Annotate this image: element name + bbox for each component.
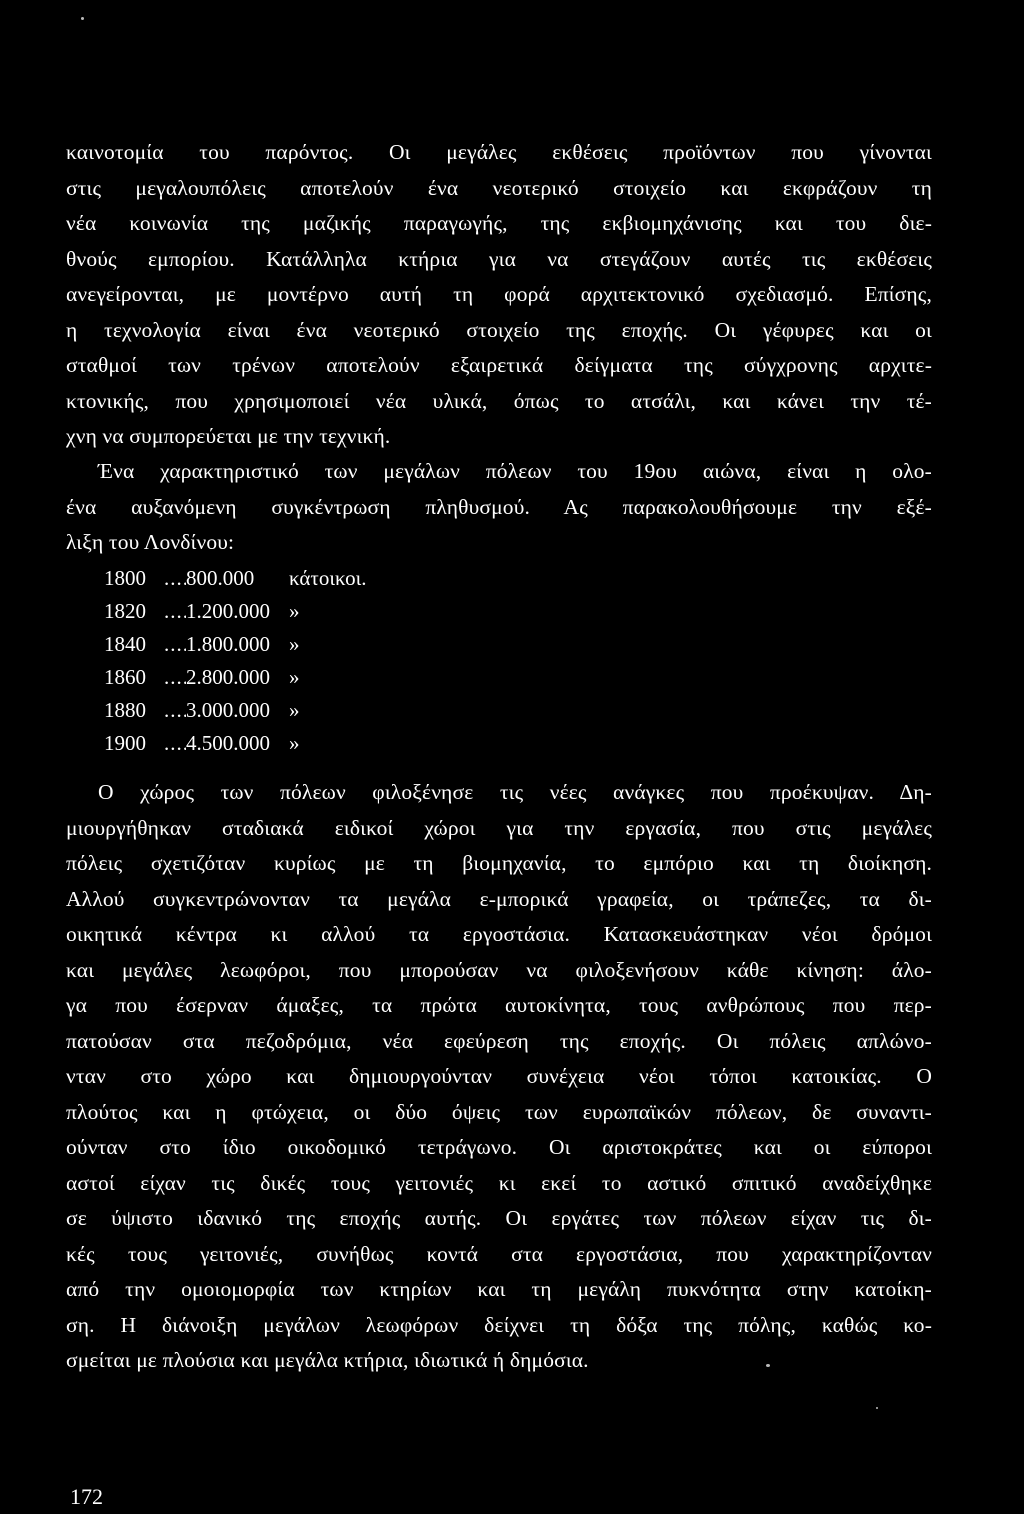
- population-row: [104, 562, 367, 595]
- text-line: θνούς εμπορίου. Κατάλληλα κτήρια για να στεγάζουν αυτές τις εκθέσεις: [66, 246, 932, 271]
- population-count: 2.800.000: [186, 665, 270, 689]
- text-line: νέα κοινωνία της μαζικής παραγωγής, της εκβιομηχάνισης και του διε-: [66, 211, 932, 235]
- scan-speck: [81, 17, 84, 20]
- population-row: [104, 727, 367, 760]
- text-line: σμείται με πλούσια και μεγάλα κτήρια, ιδιωτικά ή δημόσια.: [66, 1348, 589, 1372]
- dot-leader: [164, 595, 186, 628]
- text-line: από την ομοιομορφία των κτηρίων και τη μεγάλη πυκνότητα στην κατοίκη-: [66, 1277, 932, 1301]
- text-line: Ο χώρος των πόλεων φιλοξένησε τις νέες ανάγκες που προέκυψαν. Δη-: [98, 780, 932, 804]
- population-row: [104, 694, 367, 727]
- text-line: γα που έσερναν άμαξες, τα πρώτα αυτοκίνητα, τους ανθρώπους που περ-: [66, 993, 932, 1017]
- text-line: λιξη του Λονδίνου:: [66, 530, 235, 554]
- text-line: κτονικής, που χρησιμοποιεί νέα υλικά, όπως το ατσάλι, και κάνει την τέ-: [66, 388, 932, 413]
- london-population-table: [104, 562, 367, 760]
- page-number: 172: [70, 1484, 103, 1509]
- text-line: πλούτος και η φτώχεια, οι δύο όψεις των ευρωπαϊκών πόλεων, δε συναντι-: [66, 1099, 932, 1124]
- population-unit: κάτοικοι.: [289, 566, 367, 590]
- dot-leader: [164, 661, 186, 694]
- text-line: στις μεγαλουπόλεις αποτελούν ένα νεοτερικό στοιχείο και εκφράζουν τη: [66, 175, 932, 200]
- text-line: Ένα χαρακτηριστικό των μεγάλων πόλεων του 19ου αιώνα, είναι η ολο-: [98, 459, 932, 483]
- text-line: μιουργήθηκαν σταδιακά ειδικοί χώροι για την εργασία, που στις μεγάλες: [66, 815, 932, 840]
- population-count: 1.200.000: [186, 599, 270, 623]
- population-year: 1800: [104, 566, 146, 590]
- text-line: σταθμοί των τρένων αποτελούν εξαιρετικά δείγματα της σύγχρονης αρχιτε-: [66, 353, 932, 377]
- text-line: ούνταν στο ίδιο οικοδομικό τετράγωνο. Οι αριστοκράτες και οι εύποροι: [66, 1135, 932, 1159]
- text-line: Αλλού συγκεντρώνονταν τα μεγάλα ε-μπορικά γραφεία, οι τράπεζες, τα δι-: [66, 886, 932, 911]
- scan-speck: [766, 1364, 770, 1367]
- population-unit: »: [289, 632, 300, 656]
- text-line: σε ύψιστο ιδανικό της εποχής αυτής. Οι εργάτες των πόλεων είχαν τις δι-: [66, 1206, 932, 1230]
- text-line: πατούσαν στα πεζοδρόμια, νέα εφεύρεση της εποχής. Οι πόλεις απλώνο-: [66, 1028, 932, 1053]
- text-line: καινοτομία του παρόντος. Οι μεγάλες εκθέσεις προϊόντων που γίνονται: [66, 140, 932, 164]
- population-unit: »: [289, 599, 300, 623]
- population-count: 1.800.000: [186, 632, 270, 656]
- population-row: [104, 628, 367, 661]
- population-year: 1860: [104, 665, 146, 689]
- population-count: 3.000.000: [186, 698, 270, 722]
- paragraph-population-intro: [66, 454, 932, 561]
- population-unit: »: [289, 698, 300, 722]
- population-year: 1900: [104, 731, 146, 755]
- text-line: και μεγάλες λεωφόροι, που μπορούσαν να φιλοξενήσουν κάθε κίνηση: άλο-: [66, 957, 932, 982]
- text-line: νταν στο χώρο και δημιουργούνταν συνέχεια νέοι τόποι κατοικίας. Ο: [66, 1064, 932, 1088]
- population-row: [104, 661, 367, 694]
- text-line: κές τους γειτονιές, συνήθως κοντά στα εργοστάσια, που χαρακτηρίζονταν: [66, 1241, 932, 1266]
- text-line: ση. Η διάνοιξη μεγάλων λεωφόρων δείχνει τη δόξα της πόλης, καθώς κο-: [66, 1312, 932, 1337]
- text-line: οικητικά κέντρα κι αλλού τα εργοστάσια. Κατασκευάστηκαν νέοι δρόμοι: [66, 922, 932, 946]
- population-year: 1840: [104, 632, 146, 656]
- dot-leader: [164, 694, 186, 727]
- dot-leader: [164, 628, 186, 661]
- population-year: 1880: [104, 698, 146, 722]
- text-line: χνη να συμπορεύεται με την τεχνική.: [66, 424, 391, 448]
- population-unit: »: [289, 665, 300, 689]
- paragraph-innovation: [66, 135, 932, 455]
- population-year: 1820: [104, 599, 146, 623]
- text-line: αστοί είχαν τις δικές τους γειτονιές κι εκεί το αστικό σπιτικό αναδείχθηκε: [66, 1170, 932, 1195]
- paragraph-urban-space: [66, 775, 932, 1379]
- dot-leader: [164, 562, 186, 595]
- text-line: ανεγείρονται, με μοντέρνο αυτή τη φορά αρχιτεκτονικό σχεδιασμό. Επίσης,: [66, 282, 932, 306]
- scan-speck: [876, 1407, 878, 1409]
- text-line: η τεχνολογία είναι ένα νεοτερικό στοιχείο της εποχής. Οι γέφυρες και οι: [66, 317, 932, 342]
- population-unit: »: [289, 731, 300, 755]
- text-line: ένα αυξανόμενη συγκέντρωση πληθυσμού. Ας παρακολουθήσουμε την εξέ-: [66, 494, 932, 519]
- dot-leader: [164, 727, 186, 760]
- population-count: 800.000: [186, 566, 255, 590]
- population-row: [104, 595, 367, 628]
- text-line: πόλεις σχετιζόταν κυρίως με τη βιομηχανία, το εμπόριο και τη διοίκηση.: [66, 851, 932, 875]
- population-count: 4.500.000: [186, 731, 270, 755]
